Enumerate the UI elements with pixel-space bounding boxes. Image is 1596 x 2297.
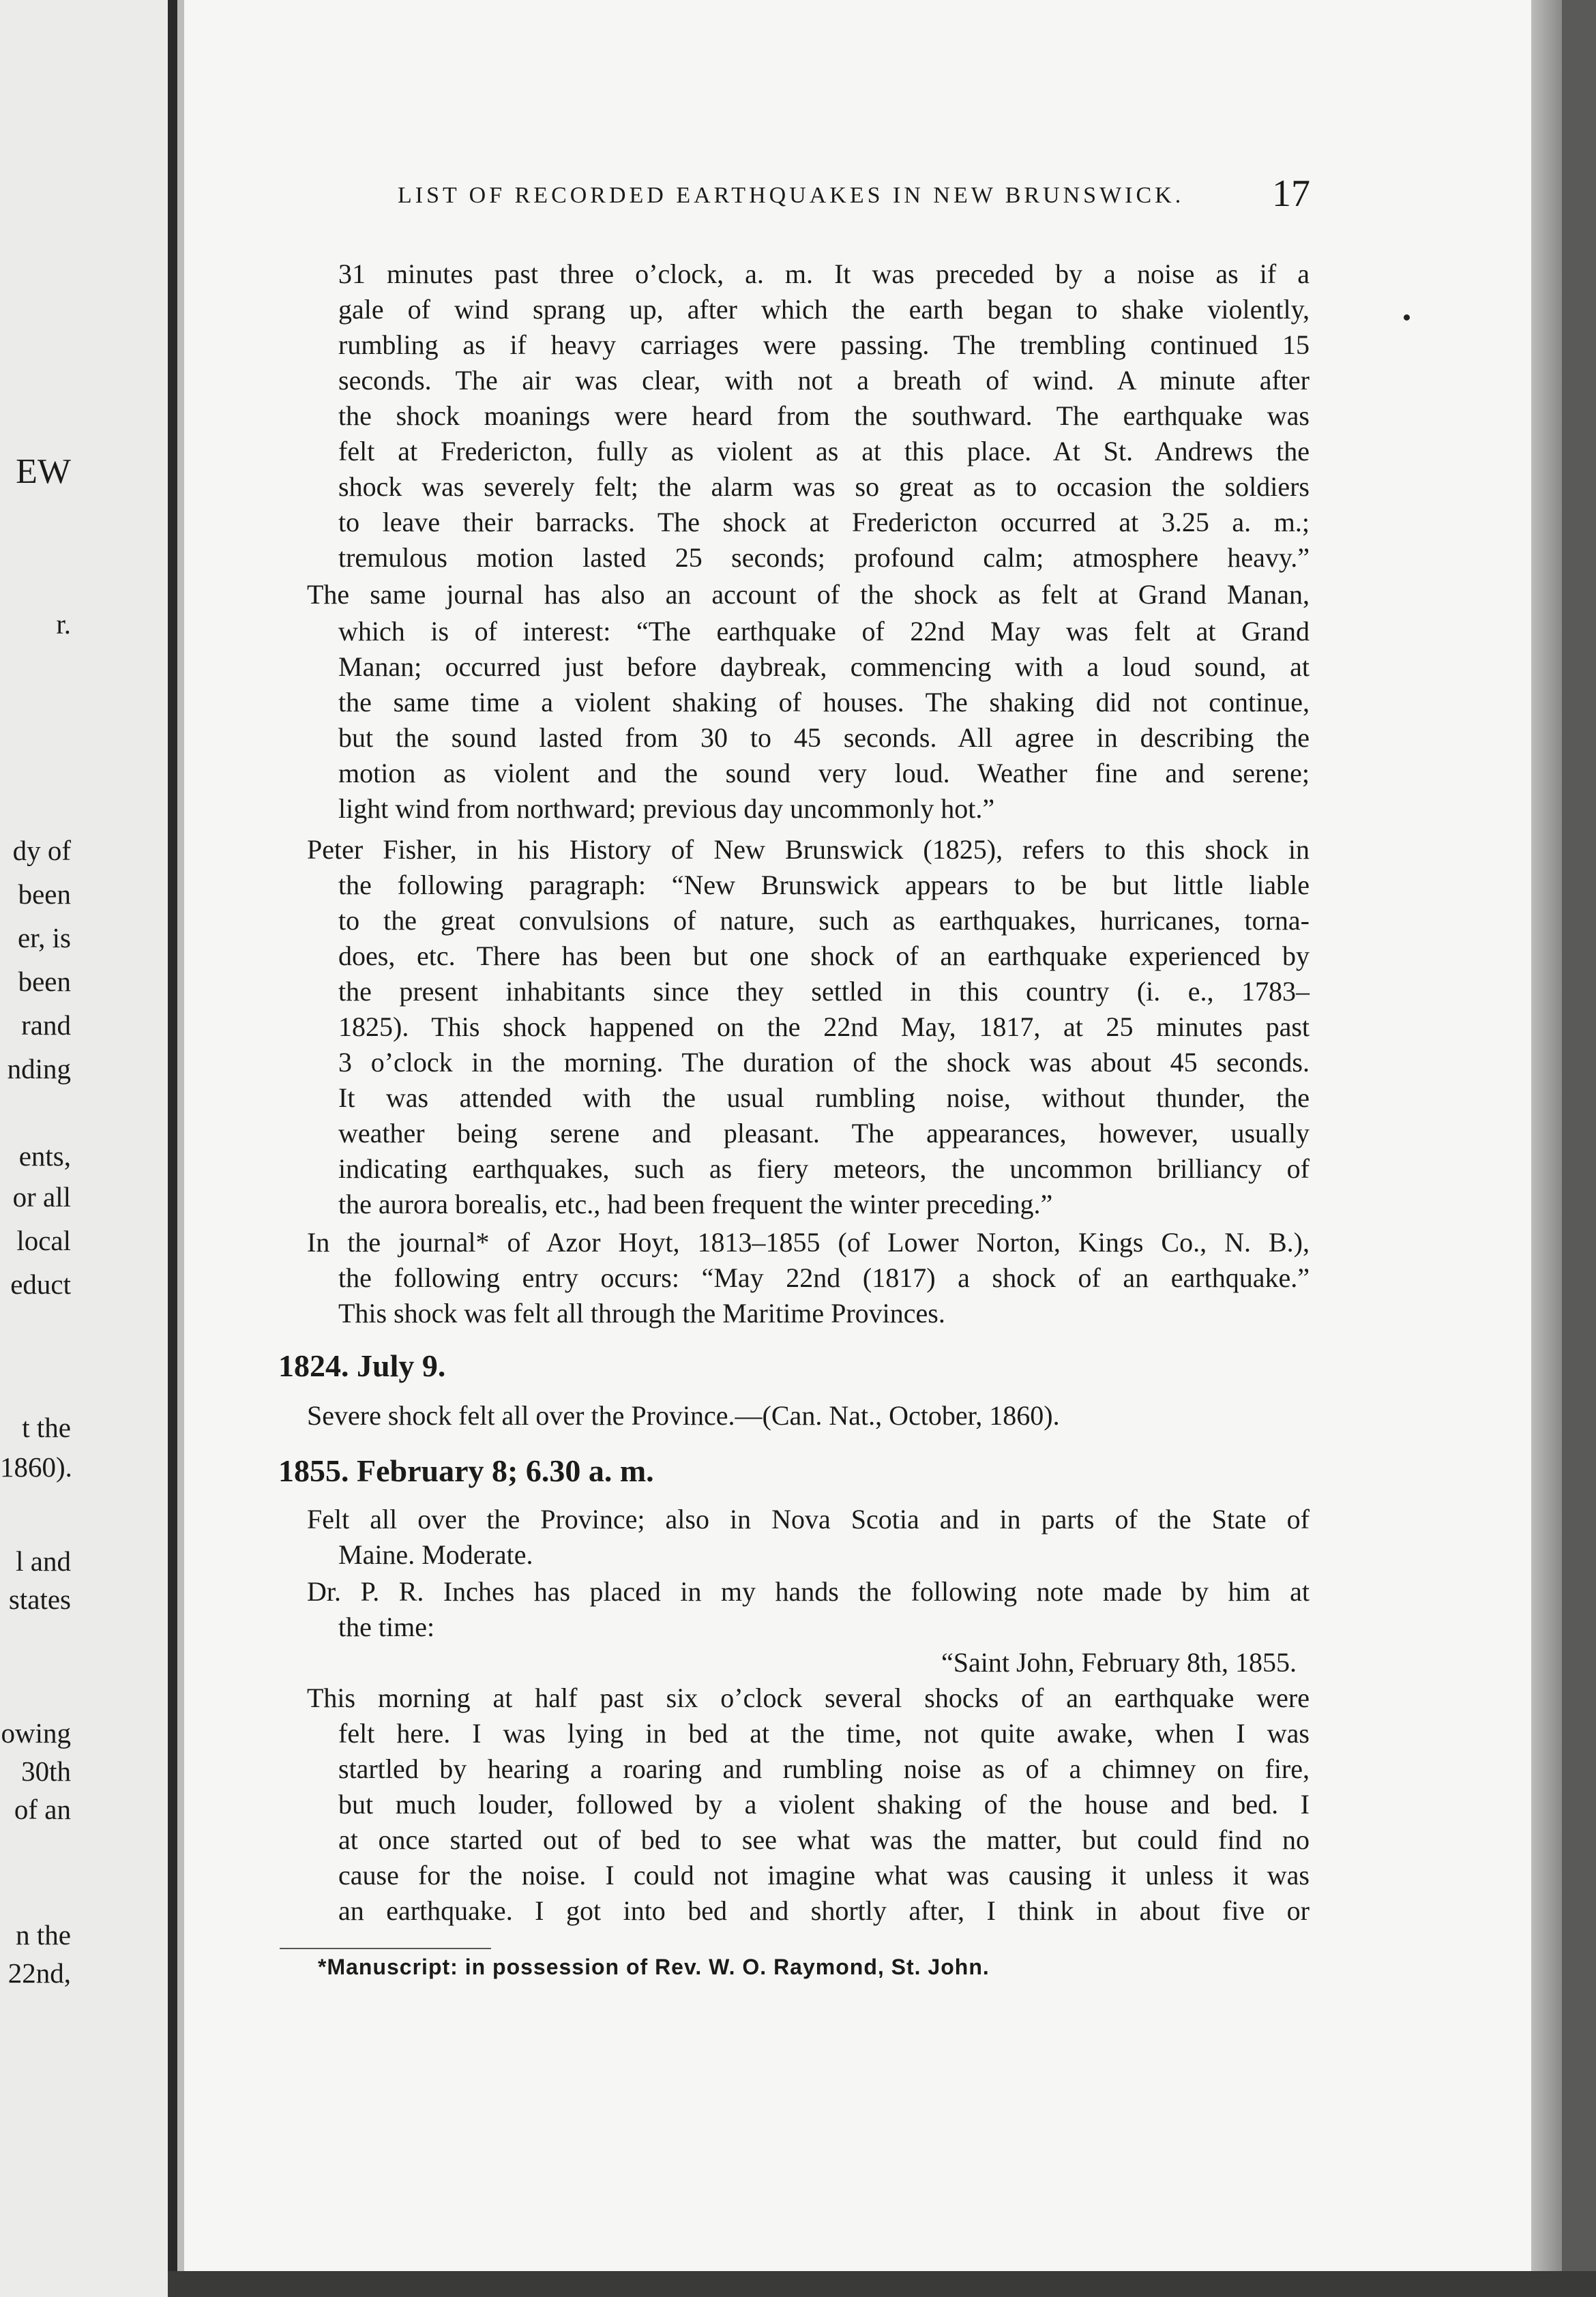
text-line: felt here. I was lying in bed at the time, not quite awake, when I was: [338, 1718, 1310, 1749]
text-line: Peter Fisher, in his History of New Brunswick (1825), refers to this shock in: [307, 834, 1310, 865]
text-line: the present inhabitants since they settled in this country (i. e., 1783–: [338, 976, 1310, 1007]
text-line: rumbling as if heavy carriages were passing. The trembling continued 15: [338, 329, 1310, 360]
facing-page-text: l and: [16, 1545, 71, 1577]
text-line: Maine. Moderate.: [338, 1539, 533, 1570]
facing-page-text: been: [18, 878, 71, 910]
book-spine: [168, 0, 177, 2297]
text-line: to leave their barracks. The shock at Fredericton occurred at 3.25 a. m.;: [338, 507, 1310, 537]
text-line: but much louder, followed by a violent shaking of the house and bed. I: [338, 1789, 1310, 1820]
text-line: an earthquake. I got into bed and shortly after, I think in about five or: [338, 1895, 1310, 1926]
facing-page-text: local: [16, 1225, 71, 1256]
text-line: the same time a violent shaking of houses. The shaking did not continue,: [338, 687, 1310, 717]
text-line: at once started out of bed to see what was the matter, but could find no: [338, 1824, 1310, 1855]
facing-page-fragment: [0, 0, 168, 2297]
letter-dateline: “Saint John, February 8th, 1855.: [941, 1647, 1297, 1678]
text-line: felt at Fredericton, fully as violent as at this place. At St. Andrews the: [338, 436, 1310, 466]
facing-page-text: rand: [21, 1009, 71, 1041]
page-edge-shadow: [1531, 0, 1562, 2297]
text-line: 1825). This shock happened on the 22nd May, 1817, at 25 minutes past: [338, 1011, 1310, 1042]
text-line: 31 minutes past three o’clock, a. m. It was preceded by a noise as if a: [338, 258, 1310, 289]
page-number: 17: [1272, 173, 1310, 215]
facing-page-text: r.: [56, 608, 71, 640]
facing-page-text: of an: [14, 1794, 71, 1825]
entry-heading: 1855. February 8; 6.30 a. m.: [278, 1453, 654, 1488]
page-edge: [1562, 0, 1596, 2297]
text-line: to the great convulsions of nature, such as earthquakes, hurricanes, torna-: [338, 905, 1310, 936]
facing-page-text: er, is: [17, 922, 71, 953]
text-line: the aurora borealis, etc., had been frequent the winter preceding.”: [338, 1189, 1053, 1219]
text-line: but the sound lasted from 30 to 45 seconds. All agree in describing the: [338, 722, 1310, 753]
text-line: shock was severely felt; the alarm was so great as to occasion the soldiers: [338, 471, 1310, 502]
footnote: *Manuscript: in possession of Rev. W. O. Raymond, St. John.: [318, 1955, 990, 1979]
ink-speck: [1404, 314, 1410, 321]
text-line: It was attended with the usual rumbling noise, without thunder, the: [338, 1082, 1310, 1113]
facing-page-text: owing: [1, 1717, 71, 1749]
text-line: the following paragraph: “New Brunswick appears to be but little liable: [338, 870, 1310, 900]
text-line: This shock was felt all through the Maritime Provinces.: [338, 1298, 945, 1329]
page-bottom-edge: [168, 2271, 1596, 2297]
text-line: the following entry occurs: “May 22nd (1817) a shock of an earthquake.”: [338, 1262, 1310, 1293]
facing-page-text: 30th: [21, 1755, 71, 1787]
text-line: gale of wind sprang up, after which the earth began to shake violently,: [338, 294, 1310, 325]
facing-page-text: educt: [10, 1269, 71, 1300]
text-line: seconds. The air was clear, with not a breath of wind. A minute after: [338, 365, 1310, 396]
facing-page-text: nding: [7, 1053, 71, 1084]
facing-page-text: 22nd,: [8, 1957, 71, 1989]
text-line: Manan; occurred just before daybreak, commencing with a loud sound, at: [338, 651, 1310, 682]
text-line: 3 o’clock in the morning. The duration of the shock was about 45 seconds.: [338, 1047, 1310, 1078]
text-line: light wind from northward; previous day uncommonly hot.”: [338, 793, 995, 824]
text-line: startled by hearing a roaring and rumbling noise as of a chimney on fire,: [338, 1753, 1310, 1784]
footnote-rule: [280, 1948, 491, 1949]
text-line: weather being serene and pleasant. The appearances, however, usually: [338, 1118, 1310, 1148]
text-line: tremulous motion lasted 25 seconds; profound calm; atmosphere heavy.”: [338, 542, 1310, 573]
text-line: The same journal has also an account of the shock as felt at Grand Manan,: [307, 579, 1310, 610]
text-line: Severe shock felt all over the Province.—(Can. Nat., October, 1860).: [307, 1400, 1060, 1431]
facing-page-text: been: [18, 966, 71, 997]
facing-page-text: 1860).: [0, 1451, 72, 1483]
facing-page-text: t the: [22, 1412, 71, 1443]
facing-page-text: dy of: [12, 835, 71, 866]
text-line: the time:: [338, 1612, 435, 1642]
text-line: which is of interest: “The earthquake of 22nd May was felt at Grand: [338, 616, 1310, 647]
facing-page-text: states: [8, 1584, 71, 1615]
text-line: motion as violent and the sound very loud. Weather fine and serene;: [338, 758, 1310, 788]
text-line: This morning at half past six o’clock several shocks of an earthquake were: [307, 1683, 1310, 1713]
text-line: In the journal* of Azor Hoyt, 1813–1855 (of Lower Norton, Kings Co., N. B.),: [307, 1227, 1310, 1258]
page-gutter: [177, 0, 184, 2297]
facing-page-text: EW: [16, 452, 71, 491]
text-line: Dr. P. R. Inches has placed in my hands the following note made by him at: [307, 1576, 1310, 1607]
text-line: the shock moanings were heard from the southward. The earthquake was: [338, 400, 1310, 431]
text-line: Felt all over the Province; also in Nova Scotia and in parts of the State of: [307, 1504, 1310, 1535]
facing-page-text: n the: [16, 1919, 71, 1951]
running-header: LIST OF RECORDED EARTHQUAKES IN NEW BRUNSWICK.: [398, 183, 1185, 208]
facing-page-text: ents,: [18, 1140, 71, 1172]
text-line: does, etc. There has been but one shock of an earthquake experienced by: [338, 940, 1310, 971]
text-line: cause for the noise. I could not imagine what was causing it unless it was: [338, 1860, 1310, 1891]
entry-heading: 1824. July 9.: [278, 1348, 446, 1383]
facing-page-text: or all: [12, 1181, 71, 1213]
text-line: indicating earthquakes, such as fiery meteors, the uncommon brilliancy of: [338, 1153, 1310, 1184]
